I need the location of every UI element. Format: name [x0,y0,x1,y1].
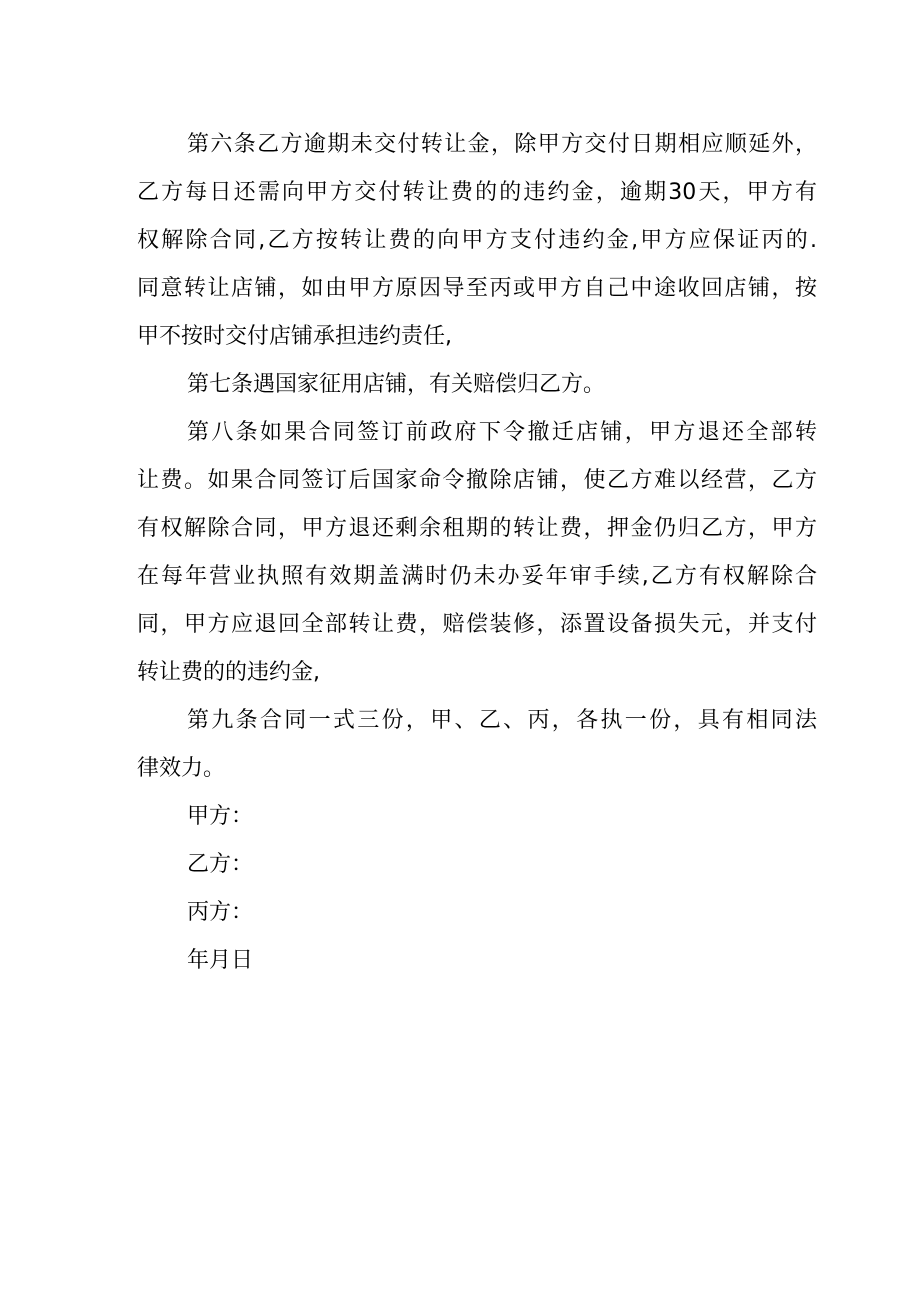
paragraph-article-6 [137,121,817,361]
article-8-line-2: 让费。如果合同签订后国家命令撤除店铺，使乙方难以经营，乙方 [137,468,817,493]
signature-date-label: 年月日 [187,948,254,973]
party-a-signature-label: 甲方： [187,804,254,829]
article-6-line-2: 乙方每日还需向甲方交付转让费的的违约金，逾期30天，甲方有 [137,180,817,205]
paragraph-article-9 [137,697,817,793]
article-7-line-1: 第七条遇国家征用店铺，有关赔偿归乙方。 [187,372,606,397]
contract-body [137,121,817,985]
article-8-line-1: 第八条如果合同签订前政府下令撤迁店铺，甲方退还全部转 [187,420,817,445]
signature-block [137,793,817,985]
article-6-line-4: 同意转让店铺，如由甲方原因导至丙或甲方自己中途收回店铺，按 [137,276,817,301]
party-c-signature-label: 丙方： [187,900,254,925]
article-9-line-1: 第九条合同一式三份，甲、乙、丙，各执一份，具有相同法 [187,708,817,733]
party-b-signature-label: 乙方： [187,852,254,877]
article-8-line-4: 在每年营业执照有效期盖满时仍未办妥年审手续,乙方有权解除合 [137,564,817,589]
article-8-line-5: 同，甲方应退回全部转让费，赔偿装修，添置设备损失元，并支付 [137,612,817,637]
paragraph-article-8 [137,409,817,697]
paragraph-article-7 [137,361,817,409]
article-9-line-2: 律效力。 [137,756,226,781]
article-6-line-5: 甲不按时交付店铺承担违约责任, [137,324,452,349]
article-8-line-6: 转让费的的违约金, [137,660,320,685]
article-6-line-1: 第六条乙方逾期未交付转让金，除甲方交付日期相应顺延外， [187,132,817,157]
article-8-line-3: 有权解除合同，甲方退还剩余租期的转让费，押金仍归乙方，甲方 [137,516,817,541]
article-6-line-3: 权解除合同,乙方按转让费的向甲方支付违约金,甲方应保证丙的. [137,228,817,253]
